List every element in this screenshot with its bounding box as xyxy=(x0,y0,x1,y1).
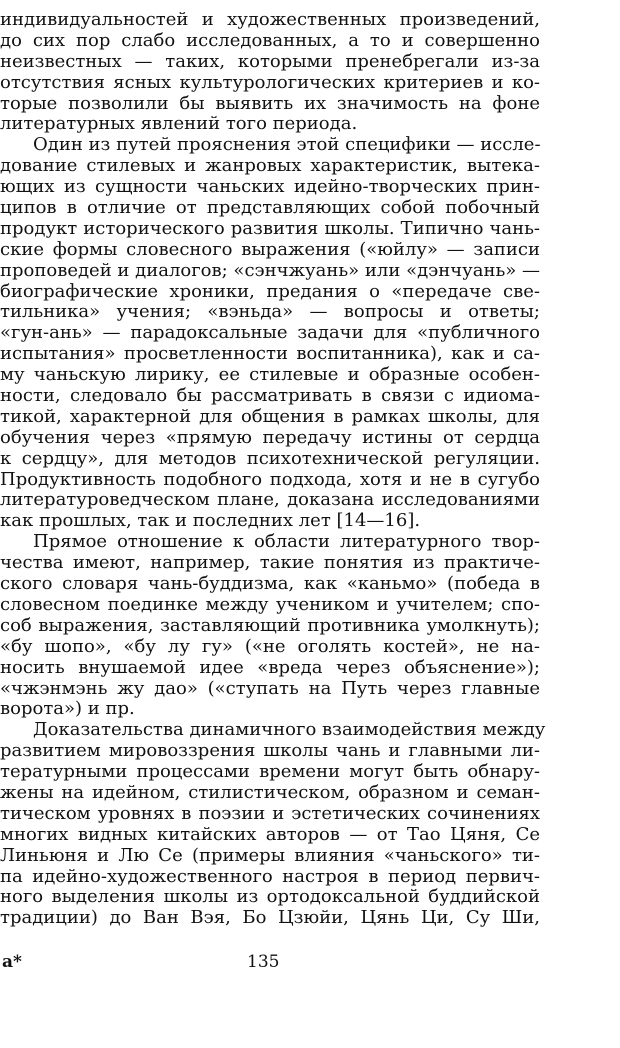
page-number: 135 xyxy=(247,952,280,972)
text-line: па идейно-художественного настроя в период первич- xyxy=(0,865,540,887)
text-line: жены на идейном, стилистическом, образном и семан- xyxy=(0,781,540,803)
text-line: Один из путей прояснения этой специфики — иссле- xyxy=(33,134,541,156)
text-line: до сих пор слабо исследованных, а то и совершенно xyxy=(0,29,540,51)
text-line: словесном поединке между учеником и учителем; спо- xyxy=(0,593,540,615)
text-line: носить внушаемой идее «вреда через объяснение»); xyxy=(0,656,540,678)
text-line: традиции) до Ван Вэя, Бо Цзюйи, Цянь Ци, Су Ши, xyxy=(0,907,540,929)
text-line: продукт исторического развития школы. Типично чань- xyxy=(0,217,540,239)
text-line: биографические хроники, предания о «передаче све- xyxy=(0,280,540,302)
text-line: ские формы словесного выражения («юйлу» — записи xyxy=(0,238,540,260)
printer-signature-mark: а* xyxy=(2,952,22,972)
text-line: литературных явлений того периода. xyxy=(0,113,358,135)
text-line: Линьюня и Лю Се (примеры влияния «чаньского» ти- xyxy=(0,844,540,866)
body-text xyxy=(0,9,546,929)
text-line: ворота») и пр. xyxy=(0,698,135,720)
text-line: ского словаря чань-буддизма, как «каньмо» (победа в xyxy=(0,573,540,595)
text-line: ности, следовало бы рассматривать в связи с идиома- xyxy=(0,385,540,407)
text-line: ющих из сущности чаньских идейно-творческих прин- xyxy=(0,176,540,198)
text-line: индивидуальностей и художественных произведений, xyxy=(0,9,540,30)
text-line: чества имеют, например, такие понятия из практиче- xyxy=(0,552,540,574)
text-line: обучения через «прямую передачу истины от сердца xyxy=(0,426,540,448)
text-line: «бу шопо», «бу лу гу» («не оголять костей», не на- xyxy=(0,635,540,657)
text-line: ного выделения школы из ортодоксальной буддийской xyxy=(0,886,540,908)
text-line: тературными процессами времени могут быть обнару- xyxy=(0,761,540,783)
text-line: ципов в отличие от представляющих собой побочный xyxy=(0,197,540,219)
text-line: тильника» учения; «вэньда» — вопросы и ответы; xyxy=(0,301,540,323)
text-line: тикой, характерной для общения в рамках школы, для xyxy=(0,405,540,427)
text-line: «чжэнмэнь жу дао» («ступать на Путь через главные xyxy=(0,677,540,699)
text-line: проповедей и диалогов; «сэнчжуань» или «дэнчуань» — xyxy=(0,259,540,281)
page-footer xyxy=(0,952,540,976)
text-line: как прошлых, так и последних лет [14—16]. xyxy=(0,510,421,532)
text-line: Прямое отношение к области литературного твор- xyxy=(33,531,540,553)
text-line: отсутствия ясных культурологических критериев и ко- xyxy=(0,71,540,93)
text-line: Доказательства динамичного взаимодействия между xyxy=(33,719,546,741)
text-line: Продуктивность подобного подхода, хотя и не в сугубо xyxy=(0,468,540,490)
text-line: тическом уровнях в поэзии и эстетических сочинениях xyxy=(0,802,540,824)
text-line: развитием мировоззрения школы чань и главными ли- xyxy=(0,740,540,762)
text-line: торые позволили бы выявить их значимость на фоне xyxy=(0,92,540,114)
text-line: неизвестных — таких, которыми пренебрегали из-за xyxy=(0,50,540,72)
text-line: «гун-ань» — парадоксальные задачи для «публичного xyxy=(0,322,540,344)
text-line: испытания» просветленности воспитанника), как и са- xyxy=(0,343,540,365)
text-line: дование стилевых и жанровых характеристик, вытека- xyxy=(0,155,540,177)
text-line: му чаньскую лирику, ее стилевые и образные особен- xyxy=(0,364,540,386)
text-line: к сердцу», для методов психотехнической регуляции. xyxy=(0,447,540,469)
text-line: соб выражения, заставляющий противника умолкнуть); xyxy=(0,614,540,636)
text-line: многих видных китайских авторов — от Тао Цяня, Се xyxy=(0,823,540,845)
text-line: литературоведческом плане, доказана исследованиями xyxy=(0,489,540,511)
